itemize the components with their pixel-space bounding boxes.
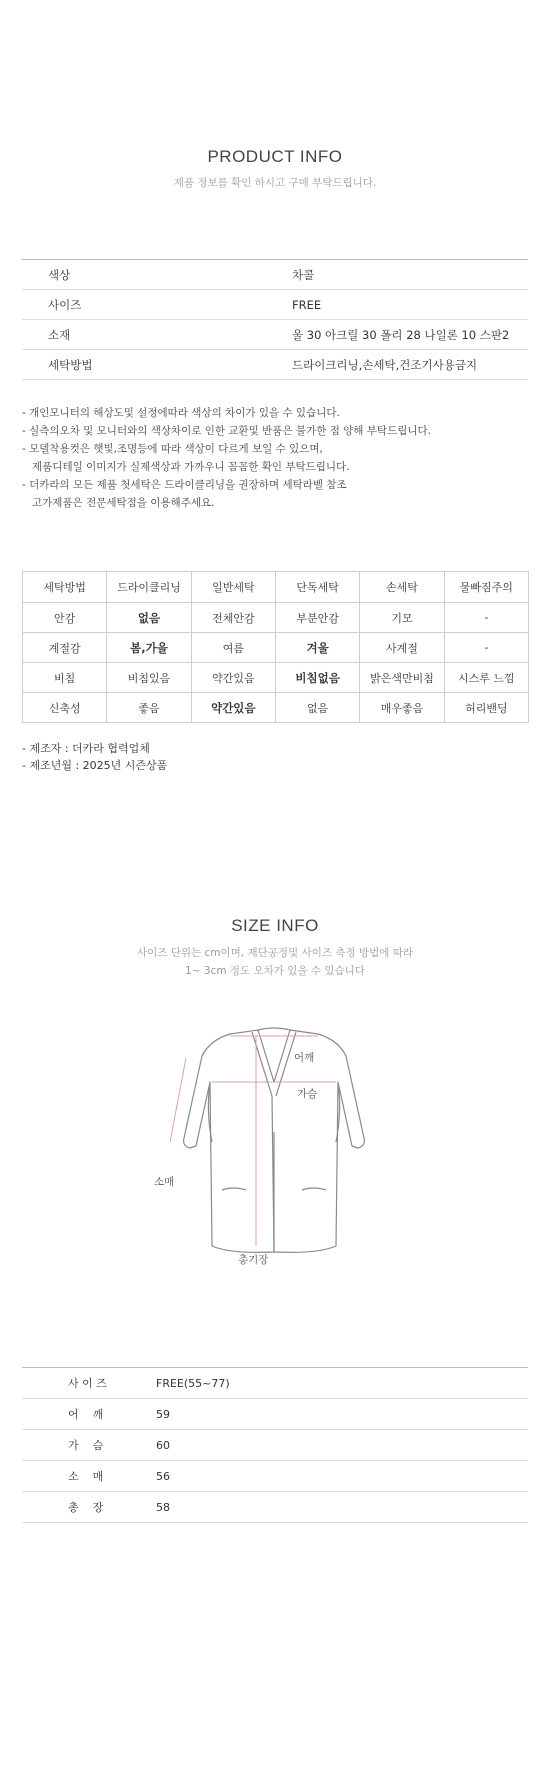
care-header-cell: 일반세탁 — [191, 572, 275, 603]
size-label: 총 장 — [68, 1501, 104, 1514]
size-label: 소 매 — [68, 1470, 104, 1483]
size-row-sleeve — [22, 1461, 528, 1492]
care-cell: - — [444, 603, 528, 633]
size-info-subtitle-2: 1~ 3cm 정도 오차가 있을 수 있습니다 — [185, 965, 365, 977]
care-header-cell: 물빠짐주의 — [444, 572, 528, 603]
size-label: 어 깨 — [68, 1408, 104, 1421]
care-row-sheerness — [23, 663, 529, 693]
care-cell: 기모 — [360, 603, 444, 633]
size-row-chest — [22, 1430, 528, 1461]
product-info-title: PRODUCT INFO — [207, 147, 343, 166]
info-label: 세탁방법 — [48, 357, 93, 372]
size-label: 가 슴 — [68, 1439, 104, 1452]
info-label: 소재 — [48, 327, 71, 342]
care-row-stretch — [23, 693, 529, 723]
care-cell: 여름 — [191, 633, 275, 663]
care-cell: 전체안감 — [191, 603, 275, 633]
info-label: 색상 — [48, 267, 71, 282]
care-row-label: 계절감 — [23, 633, 107, 663]
size-value: 56 — [156, 1469, 170, 1483]
info-row-material — [22, 320, 528, 350]
care-header-cell: 손세탁 — [360, 572, 444, 603]
info-value: 드라이크리닝,손세탁,건조기사용금지 — [292, 357, 478, 372]
size-label: 사 이 즈 — [68, 1377, 107, 1390]
note-line: - 더카라의 모든 제품 첫세탁은 드라이클리닝을 권장하며 세탁라벨 참조 — [22, 479, 347, 491]
size-value: 58 — [156, 1500, 170, 1514]
care-cell: 겨울 — [275, 633, 359, 663]
size-row-shoulder — [22, 1399, 528, 1430]
size-value: 59 — [156, 1407, 170, 1421]
care-cell: 밝은색만비침 — [360, 663, 444, 693]
product-info-table — [22, 259, 528, 380]
size-row-size — [22, 1368, 528, 1399]
care-row-label: 안감 — [23, 603, 107, 633]
care-row-label: 신축성 — [23, 693, 107, 723]
care-row-label: 비침 — [23, 663, 107, 693]
maker-info — [22, 740, 167, 774]
care-header-row — [23, 572, 529, 603]
care-cell: 매우좋음 — [360, 693, 444, 723]
care-cell: 봄,가을 — [107, 633, 191, 663]
care-cell: 없음 — [107, 603, 191, 633]
garment-diagram — [154, 1022, 380, 1266]
care-cell: 시스루 느낌 — [444, 663, 528, 693]
size-value: FREE(55~77) — [156, 1376, 230, 1390]
info-row-size — [22, 290, 528, 320]
care-row-season — [23, 633, 529, 663]
care-header-cell: 드라이클리닝 — [107, 572, 191, 603]
product-notes — [22, 404, 532, 512]
size-info-subtitle-1: 사이즈 단위는 cm이며, 재단공정및 사이즈 측정 방법에 따라 — [137, 947, 413, 959]
care-cell: 허리밴딩 — [444, 693, 528, 723]
note-line: - 개인모니터의 해상도및 설정에따라 색상의 차이가 있을 수 있습니다. — [22, 407, 340, 419]
info-value: 차콜 — [292, 267, 315, 282]
diagram-label-shoulder: 어깨 — [294, 1052, 315, 1064]
note-line: 고가제품은 전문세탁점을 이용해주세요. — [22, 497, 215, 509]
care-row-lining — [23, 603, 529, 633]
note-line: - 모델착용컷은 햇빛,조명등에 따라 색상이 다르게 보일 수 있으며, — [22, 443, 323, 455]
diagram-label-length: 총기장 — [238, 1254, 269, 1266]
size-row-length — [22, 1492, 528, 1523]
info-row-washing — [22, 350, 528, 380]
note-line: 제품디테일 이미지가 실제색상과 가까우니 꼼꼼한 확인 부탁드립니다. — [22, 461, 350, 473]
maker-line: - 제조자 : 더카라 협력업체 — [22, 742, 150, 755]
size-table — [22, 1367, 528, 1523]
care-cell: 부분안감 — [275, 603, 359, 633]
care-cell: - — [444, 633, 528, 663]
info-value: 울 30 아크릴 30 폴리 28 나일론 10 스판2 — [292, 327, 510, 342]
care-header-cell: 세탁방법 — [23, 572, 107, 603]
product-info-subtitle: 제품 정보를 확인 하시고 구매 부탁드립니다. — [173, 177, 377, 189]
care-cell: 비침있음 — [107, 663, 191, 693]
care-cell: 약간있음 — [191, 663, 275, 693]
info-label: 사이즈 — [48, 297, 82, 312]
care-cell: 비침없음 — [275, 663, 359, 693]
maker-date-line: - 제조년월 : 2025년 시즌상품 — [22, 759, 168, 772]
care-cell: 약간있음 — [191, 693, 275, 723]
care-cell: 좋음 — [107, 693, 191, 723]
note-line: - 실측의오차 및 모니터와의 색상차이로 인한 교환및 반품은 불가한 점 양해 부탁드립니다. — [22, 425, 431, 437]
care-grid — [22, 571, 529, 723]
care-cell: 없음 — [275, 693, 359, 723]
info-row-color — [22, 260, 528, 290]
diagram-label-sleeve: 소매 — [154, 1176, 175, 1188]
diagram-label-chest: 가슴 — [297, 1088, 318, 1100]
size-info-title: SIZE INFO — [231, 916, 319, 935]
care-cell: 사계절 — [360, 633, 444, 663]
size-value: 60 — [156, 1438, 170, 1452]
care-header-cell: 단독세탁 — [275, 572, 359, 603]
cardigan-outline-icon — [170, 1022, 380, 1262]
info-value: FREE — [292, 297, 322, 312]
